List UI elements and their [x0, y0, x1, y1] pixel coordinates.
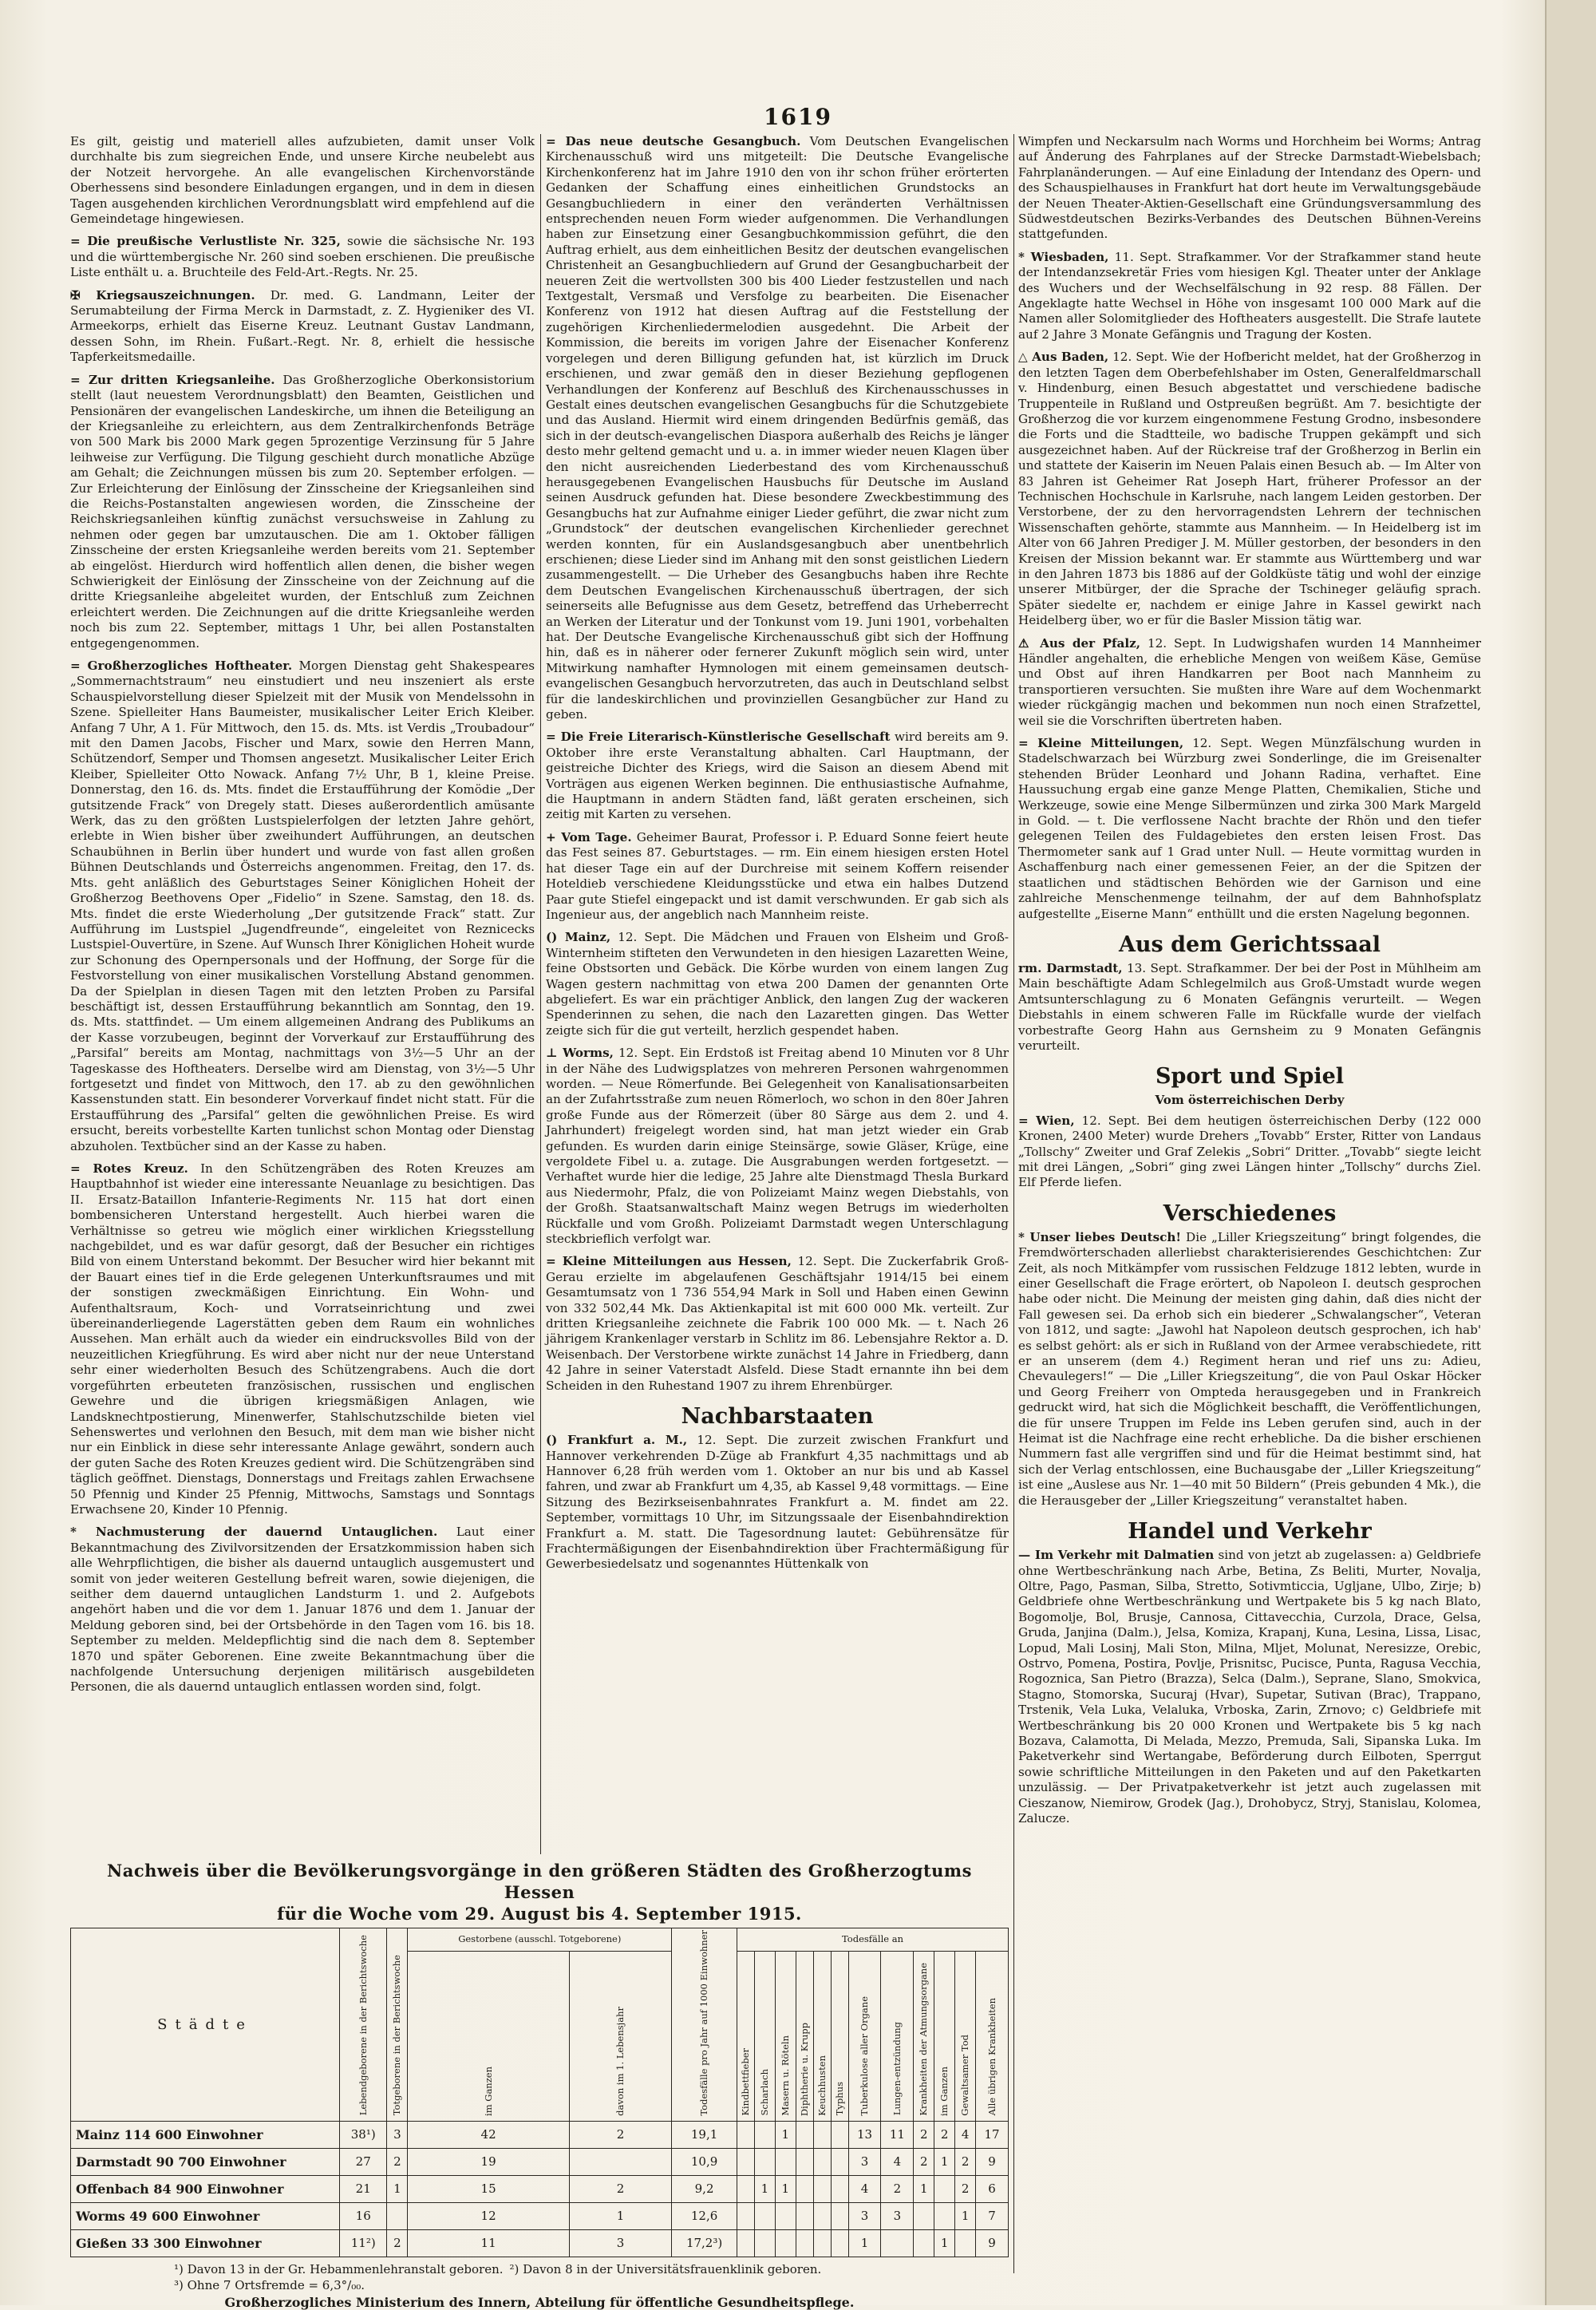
table-cell: [796, 2229, 813, 2257]
article: [1018, 134, 1481, 243]
table-cell: [387, 2202, 408, 2229]
section-heading: Aus dem Gerichtssaal: [1118, 932, 1381, 957]
col-header-magen: im Ganzen: [934, 1951, 955, 2121]
table-cell: 2: [387, 2148, 408, 2175]
article-headline: = Kleine Mitteilungen aus Hessen,: [546, 1254, 792, 1269]
article-text: sowie die sächsische Nr. 193 und die württembergische Nr. 260 sind soeben erschienen. Die preußische Liste enthält u. a. Bruchteile des Feld-Art.-Regts. Nr. 25.: [70, 234, 535, 280]
article: [546, 1433, 1009, 1572]
table-cell: [813, 2202, 831, 2229]
table-cell: [737, 2121, 755, 2148]
col-header: Scharlach: [754, 1951, 775, 2121]
article-headline: = Die preußische Verlustliste Nr. 325,: [70, 234, 341, 249]
table-cell: 2: [914, 2121, 934, 2148]
table-cell: [754, 2202, 775, 2229]
article-text: 12. Sept. Bei dem heutigen österreichischen Derby (122 000 Kronen, 2400 Meter) wurde Drehers „Tovabb“ Erster, Ritter von Landaus „Tollschy“ Zweiter und Graf Zelekis „Sobri“ Dritter. „Tovabb“ siegte leicht mit drei Längen, „Sobri“ ging zwei Längen hinter „Tollschy“ durchs Ziel. Elf Pferde liefen.: [1018, 1113, 1481, 1190]
table-cell: [934, 2202, 955, 2229]
population-table: [70, 1928, 1009, 2257]
table-cell: 4: [881, 2148, 914, 2175]
article: [546, 1254, 1009, 1394]
article: [70, 659, 535, 1154]
table-row: [71, 2202, 1009, 2229]
table-cell: [775, 2202, 796, 2229]
article-headline: ⚠ Aus der Pfalz,: [1018, 635, 1141, 651]
article: [546, 1046, 1009, 1247]
table-cell: 9: [976, 2148, 1009, 2175]
table-row: [71, 2229, 1009, 2257]
table-cell: 12: [408, 2202, 569, 2229]
article-text: 12. Sept. Wie der Hofbericht meldet, hat der Großherzog in den letzten Tagen dem Oberbefehlshaber im Osten, Generalfeldmarschall v. Hindenburg, einen Besuch abgestattet und verschiedene badische Truppenteile in Rußland und Ostpreußen begrüßt. Am 7. besichtigte der Großherzog die vor kurzem eingenommene Festung Grodno, insbesondere die Forts und die Stadtteile, wo badische Truppen gekämpft und sich ausgezeichnet haben. Auf der Rückreise traf der Großherzog in Berlin ein und stattete der Kaiserin im Neuen Palais einen Besuch ab. — Im Alter von 83 Jahren ist Geheimer Rat Joseph Hart, früherer Professor an der Technischen Hochschule in Karlsruhe, nach langem Leiden gestorben. Der Verstorbene, der zu den hervorragendsten Lehrern der technischen Wissenschaften gehörte, stammte aus Mannheim. — In Heidelberg ist im Alter von 66 Jahren Prediger J. M. Müller gestorben, der besonders in den Kreisen der Mission bekannt war. Er stammte aus Württemberg und war in den Jahren 1873 bis 1886 auf der Goldküste tätig und wohl der einzige unserer Mitbürger, der die Sprache der Tschineger geläufig sprach. Später siedelte er, nachdem er einige Jahre in Kassel gewirkt nach Heidelberg über, wo er für die Basler Mission tätig war.: [1018, 350, 1482, 628]
col-header: Todesfälle pro Jahr auf 1000 Einwohner: [672, 1928, 737, 2122]
table-cell: 1: [775, 2121, 796, 2148]
section-heading: Verschiedenes: [1163, 1200, 1337, 1226]
city-column-header: Städte: [71, 1928, 340, 2122]
page-edge: [1545, 0, 1596, 2305]
city-name: Darmstadt 90 700 Einwohner: [71, 2148, 340, 2175]
table-cell: 2: [387, 2229, 408, 2257]
article-headline: = Kleine Mitteilungen,: [1018, 736, 1184, 751]
table-cell: 2: [934, 2121, 955, 2148]
table-cell: [831, 2175, 848, 2202]
table-cell: [796, 2121, 813, 2148]
col-header: Alle übrigen Krankheiten: [976, 1951, 1009, 2121]
article-headline: = Zur dritten Kriegsanleihe.: [70, 372, 275, 387]
table-cell: [934, 2175, 955, 2202]
column-3: [1018, 134, 1481, 1833]
table-cell: [831, 2229, 848, 2257]
article-text: 12. Sept. Wegen Münzfälschung wurden in Stadelschwarzach bei Würzburg zwei Sonderlinge, die im Greisenalter stehenden Brüder Leonhard und Johann Radina, verhaftet. Eine Haussuchung ergab eine ganze Menge Platten, Chemikalien, Stiche und Werkzeuge, sowie eine Menge Silbermünzen und zirka 300 Mark Margeld in Gold. — t. Die verflossene Nacht brachte der Rhön und den tiefer gelegenen Teilen des Fuldagebietes den ersten leisen Frost. Das Thermometer sank auf 1 Grad unter Null. — Heute vormittag wurden in Aschaffenburg nach einer gemessenen Feier, an der die Spitzen der staatlichen und städtischen Behörden wie der Garnison und eine zahlreiche Menschenmenge teilnahm, der auf dem Bahnhofsplatz aufgestellte „Eiserne Mann“ enthüllt und die ersten Nagelung begonnen.: [1018, 736, 1481, 921]
table-cell: [813, 2148, 831, 2175]
col-header: Lebendgeborene in der Berichtswoche: [340, 1928, 387, 2122]
table-cell: [813, 2121, 831, 2148]
section-heading: Nachbarstaaten: [681, 1404, 874, 1430]
article-headline: rm. Darmstadt,: [1018, 960, 1123, 975]
article: [546, 730, 1009, 822]
table-cell: 9,2: [672, 2175, 737, 2202]
article-headline: △ Aus Baden,: [1018, 350, 1109, 365]
article-headline: + Vom Tage.: [546, 829, 632, 844]
table-cell: [754, 2121, 775, 2148]
table-cell: 11: [408, 2229, 569, 2257]
table-cell: 17: [976, 2121, 1009, 2148]
section-heading: Sport und Spiel: [1155, 1064, 1345, 1090]
table-cell: 2: [569, 2121, 671, 2148]
table-cell: [813, 2229, 831, 2257]
article-headline: () Mainz,: [546, 930, 611, 945]
table-cell: 38¹): [340, 2121, 387, 2148]
city-name: Worms 49 600 Einwohner: [71, 2202, 340, 2229]
article: [1018, 1230, 1481, 1509]
section-subheading: Vom österreichischen Derby: [1155, 1093, 1345, 1108]
section-heading: Handel und Verkehr: [1128, 1519, 1372, 1545]
article-headline: ✠ Kriegsauszeichnungen.: [70, 287, 255, 303]
article-text: 12. Sept. Die zurzeit zwischen Frankfurt und Hannover verkehrenden D-Züge ab Frankfurt 4,35 nachmittags und ab Hannover 6,28 früh werden vom 1. Oktober an nur bis und ab Kassel fahren, und zwar ab Frankfurt um 4,35, ab Kassel 9,48 vormittags. — Eine Sitzung des Bezirkseisenbahnrates Frankfurt a. M. findet am 22. September, vormittags 10 Uhr, im Sitzungssaale der Eisenbahndirektion Frankfurt a. M. statt. Die Tagesordnung lautet: Gebührensätze für Frachtermäßigungen der Eisenbahndirektion über Frachtermäßigung für Gewerbesiedelsatz und sogenanntes Hüttenkalk von: [546, 1433, 1009, 1572]
col-header: Masern u. Röteln: [775, 1951, 796, 2121]
article-text: 12. Sept. Ein Erdstoß ist Freitag abend 10 Minuten vor 8 Uhr in der Nähe des Ludwigsplatzes von mehreren Personen wahrgenommen worden. — Neue Römerfunde. Bei Gelegenheit von Kanalisationsarbeiten an der Zufahrtsstraße zum neuen Römerloch, wo schon in den 80er Jahren große Funde aus der Römerzeit (über 80 Särge aus dem 2. und 4. Jahrhundert) freigelegt worden sind, hat man jetzt wieder ein Grab gefunden. Es wurden darin einige Steinsärge, sowie Gläser, Krüge, eine vergoldete Fibel u. a. zutage. Die Ausgrabungen werden fortgesetzt. — Verhaftet wurde hier die ledige, 25 Jahre alte Dienstmagd Thesla Burkard aus Niedermohr, Pfalz, die von Polizeiamt Mainz wegen Diebstahls, von der Großh. Staatsanwaltschaft Mainz wegen Betrugs im wiederholten Rückfalle und vom Großh. Polizeiamt Darmstadt wegen Unterschlagung steckbrieflich verfolgt war.: [546, 1046, 1009, 1247]
article-text: sind von jetzt ab zugelassen: a) Geldbriefe ohne Wertbeschränkung nach Arbe, Betina, Zs Beliti, Murter, Novalja, Oltre, Pago, Pasman, Silba, Stretto, Sotivmticcia, Ugljane, Ulbo, Zirje; b) Geldbriefe ohne Wertbeschränkung und Wertpakete bis 5 kg nach Blato, Bogomolje, Bol, Brusje, Cannosa, Cittavecchia, Curzola, Drace, Gelsa, Gruda, Janjina (Dalm.), Jelsa, Komiza, Krapanj, Kuna, Lesina, Lissa, Lisac, Lopud, Mali Losinj, Mali Ston, Milna, Mljet, Molunat, Neresizze, Orebic, Ostrvo, Pomena, Postira, Povlje, Prisnitsc, Pucisce, Punta, Ragusa Vecchia, Rogoznica, San Pietro (Brazza), Selca (Dalm.), Seprane, Slano, Smokvica, Stagno, Stomorska, Sucuraj (Hvar), Supetar, Sutivan (Brac), Trappano, Trstenik, Vela Luka, Velaluka, Vrboska, Zarin, Zrnovo; c) Geldbriefe mit Wertbeschränkung bis 20 000 Kronen und Wertpakete bis 5 kg nach Bozava, Calamotta, Di Melada, Mezzo, Premuda, Sali, Sipanska Luka. Im Paketverkehr sind Wertangabe, Beförderung durch Eilboten, Sperrgut sowie schriftliche Mitteilungen in den Paketen und auf den Paketkarten unzulässig. — Der Privatpaketverkehr ist jetzt auch zugelassen mit Cieszanow, Niemirow, Grodek (Jag.), Drohobycz, Stryj, Stanislau, Kolomea, Zalucze.: [1018, 1548, 1481, 1825]
table-cell: 2: [881, 2175, 914, 2202]
table-cell: 27: [340, 2148, 387, 2175]
table-cell: 42: [408, 2121, 569, 2148]
table-cell: 1: [754, 2175, 775, 2202]
article-headline: — Im Verkehr mit Dalmatien: [1018, 1548, 1215, 1563]
article-headline: () Frankfurt a. M.,: [546, 1433, 688, 1448]
article-text: Vom Deutschen Evangelischen Kirchenausschuß wird uns mitgeteilt: Die Deutsche Evangelische Kirchenkonferenz hat im Jahre 1910 den von ihr schon früher erörterten Gedanken der Schaffung eines einheitlichen Grundstocks an Gesangbuchliedern in einer den veränderten Verhältnissen entsprechenden neuen Form wieder aufgenommen. Die Verhandlungen haben zur Einsetzung einer Gesangbuchkommission geführt, die den Auftrag erhielt, aus dem einheitlichen Besitz der deutschen evangelischen Christenheit an Gesangbuchliedern auf Grund der Gesangbucharbeit der neueren Zeit die wertvollsten 300 bis 400 Lieder festzustellen und nach Textgestalt, Versmaß und Versfolge zu bearbeiten. Die Eisenacher Konferenz von 1912 hat diesen Auftrag auf die Feststellung der zugehörigen Kirchenliedermelodien ausgedehnt. Die Arbeit der Kommission, die bereits im vorigen Jahre der Eisenacher Konferenz vorgelegen und deren Billigung gefunden hat, ist kürzlich im Druck erschienen, und zwar gemäß den in dieser Beziehung gepflogenen Verhandlungen der Konferenz auf Beschluß des Kirchenausschusses in Gestalt eines deutschen evangelischen Gesangbuchs für die Schutzgebiete und das Ausland. Hiermit wird einem dringenden Bedürfnis gemäß, das sich in der deutsch-evangelischen Diaspora außerhalb des Reichs je länger desto mehr geltend gemacht und u. a. in immer wieder neuen Klagen über den nicht ausreichenden Liederbestand des vom Kirchenausschuß herausgegebenen Evangelischen Hausbuchs für Deutsche im Ausland seinen Ausdruck gefunden hat. Diese besondere Zweckbestimmung des Gesangbuchs hat zur Aufnahme einiger Lieder geführt, die zwar nicht zum „Grundstock“ der deutschen evangelischen Kirchenlieder gerechnet werden konnten, für ein Auslandsgesangbuch aber unentbehrlich erschienen; diese Lieder sind im Anhang mit den sonst geistlichen Liedern zusammengestellt. — Die Urheber des Gesangbuchs haben ihre Rechte dem Deutschen Evangelischen Kirchenausschuß übertragen, der sich seinerseits alle Befugnisse aus dem Gesetz, betreffend das Urheberrecht an Werken der Literatur und der Tonkunst vom 19. Juni 1901, vorbehalten hat. Der Deutsche Evangelische Kirchenausschuß gibt sich der Hoffnung hin, daß es in näherer oder fernerer Zukunft möglich sein wird, unter Mitwirkung namhafter Hymnologen mit einem gemeinsamen deutsch-evangelischen Gesangbuch hervorzutreten, das auch in Deutschland selbst für die landeskirchlichen und provinziellen Gesangbücher zur Hand zu geben.: [546, 134, 1009, 722]
col-header: Kindbettfieber: [737, 1951, 755, 2121]
article: [1018, 350, 1481, 628]
column-2: [546, 134, 1009, 1580]
article-text: wird bereits am 9. Oktober ihre erste Veranstaltung abhalten. Carl Hauptmann, der geistreiche Dichter des Kriegs, wird die Saison an diesem Abend mit Vorträgen aus eigenen Werken beginnen. Die enthusiastische Aufnahme, die Hauptmann in andern Städten fand, läßt geraten erscheinen, sich zeitig mit Karten zu versehen.: [546, 730, 1009, 822]
article: [70, 373, 535, 651]
table-subtitle: für die Woche vom 29. August bis 4. September 1915.: [277, 1904, 802, 1924]
article-text: 11. Sept. Strafkammer. Vor der Strafkammer stand heute der Intendanzsekretär Fries vom hiesigen Kgl. Theater unter der Anklage des Wuchers und der Wechselfälschung in 92 resp. 88 Fällen. Der Angeklagte hatte Wechsel in Höhe von insgesamt 100 000 Mark auf die Namen aller Solomitglieder des Hoftheaters ausgestellt. Die Strafe lautete auf 2 Jahre 3 Monate Gefängnis und Tragung der Kosten.: [1018, 249, 1482, 342]
table-cell: 1: [914, 2175, 934, 2202]
article-text: Laut einer Bekanntmachung des Zivilvorsitzenden der Ersatzkommission haben sich alle Wehrpflichtigen, die bisher als dauernd untauglich ausgemustert und somit von jeder weiteren Gestellung befreit waren, sowie diejenigen, die seither dem dauernd untauglichen Landsturm 1. und 2. Aufgebots angehört haben und die vor dem 1. Januar 1876 und dem 1. Januar der Meldung geboren sind, bei der Ortsbehörde in den Tagen vom 16. bis 18. September zu melden. Meldepflichtig sind die nach dem 8. September 1870 und später Geborenen. Eine zweite Bekanntmachung über die nachfolgende Untersuchung derjenigen militärisch ausgebildeten Personen, die als dauernd untauglich entlassen worden sind, folgt.: [70, 1525, 535, 1695]
table-cell: 10,9: [672, 2148, 737, 2175]
article-text: 12. Sept. Die Zuckerfabrik Groß-Gerau erzielte im abgelaufenen Geschäftsjahr 1914/15 bei einem Gesamtumsatz von 1 736 554,94 Mark in Soll und Haben einen Gewinn von 332 502,44 Mk. Das Aktienkapital ist mit 600 000 Mk. verteilt. Zur dritten Kriegsanleihe zeichnete die Fabrik 100 000 Mk. — t. Nach 26 jährigem Krankenlager verstarb in Schlitz im 86. Lebensjahre Rektor a. D. Weisenbach. Der Verstorbene wirkte zunächst 14 Jahre in Friedberg, dann 42 Jahre in seiner Vaterstadt Alsfeld. Diese Stadt ernannte ihn bei dem Scheiden in den Ruhestand 1907 zu ihrem Ehrenbürger.: [546, 1254, 1009, 1393]
city-name: Offenbach 84 900 Einwohner: [71, 2175, 340, 2202]
group-header-gestorbene: Gestorbene (ausschl. Totgeborene): [408, 1928, 672, 1952]
col-header: im Ganzen: [408, 1951, 569, 2121]
city-name: Mainz 114 600 Einwohner: [71, 2121, 340, 2148]
article-text: Morgen Dienstag geht Shakespeares „Sommernachtstraum“ neu einstudiert und neu inszeniert als erste Schauspielvorstellung dieser Spielzeit mit der Musik von Mendelssohn in Szene. Spielleiter Hans Baumeister, musikalischer Leiter Erich Kleiber. Anfang 7 Uhr, A 1. Für Mittwoch, den 15. ds. Mts. ist Verdis „Troubadour“ mit den Damen Jacobs, Fischer und Marx, sowie den Herren Mann, Schützendorf, Semper und Thomsen angesetzt. Musikalischer Leiter Erich Kleiber, Spielleiter Otto Nowack. Anfang 7½ Uhr, B 1, kleine Preise. Donnerstag, den 16. ds. Mts. findet die Erstaufführung der Komödie „Der gutsitzende Frack“ von Dregely statt. Dieses außerordentlich amüsante Werk, das zu den größten Lustspielerfolgen der letzten Jahre gehört, erlebte in Wien bisher über zweihundert Aufführungen, an deutschen Schaubühnen in Berlin über hundert und wurde von fast allen großen Bühnen Deutschlands und Österreichs angenommen. Freitag, den 17. ds. Mts. geht anläßlich des Geburtstages Seiner Königlichen Hoheit der Großherzog Beethovens Oper „Fidelio“ in Szene. Samstag, den 18. ds. Mts. findet die erste Wiederholung „Der gutsitzende Frack“ statt. Zur Aufführung im Lustspiel „Jugendfreunde“, eingeleitet von Reznicecks Lustspiel-Ouvertüre, in Szene. Auf Wunsch Ihrer Königlichen Hoheit wurde zur Schonung des Opernpersonals und der Hoffnung, der Sorge für die Festvorstellung von einer musikalischen Vorstellung Abstand genommen. Da der Spielplan in diesen Tagen mit den letzten Proben zu Parsifal beschäftigt ist, dessen Erstaufführung bekanntlich am Sonntag, den 19. ds. Mts. stattfindet. — Um einem allgemeinen Andrang des Publikums an der Kasse vorzubeugen, beginnt der Vorverkauf zur Erstaufführung des „Parsifal“ bereits am Montag, nachmittags von 3½—5 Uhr an der Tageskasse des Hoftheaters. Derselbe wird am Dienstag, von 3½—5 Uhr fortgesetzt und findet von Mittwoch, den 17. ab zu den gewöhnlichen Kassenstunden statt. Ein besonderer Vorverkauf findet nicht statt. Für die Erstaufführung des „Parsifal“ gelten die gewöhnlichen Preise. Es wird ersucht, bereits vorbestellte Karten tunlichst schon Montag oder Dienstag abzuholen. Textbücher sind an der Kasse zu haben.: [70, 659, 535, 1153]
article: [546, 134, 1009, 722]
article-text: 12. Sept. Die Mädchen und Frauen von Elsheim und Groß-Winternheim stifteten den Verwundeten in den hiesigen Lazaretten Weine, feine Obstsorten und Gebäck. Die Körbe wurden von einem langen Zug Wagen gestern nachmittag von etwa 200 Damen der genannten Orte abgeliefert. Es war ein prächtiger Anblick, den langen Zug der wackeren Spenderinnen zu sehen, die nach den Lazaretten gingen. Das Wetter zeigte sich für die gut verteilt, herzlich gespendet haben.: [546, 930, 1009, 1038]
table-cell: 4: [848, 2175, 881, 2202]
table-title: Nachweis über die Bevölkerungsvorgänge in den größeren Städten des Großherzogtums Hessen: [107, 1861, 972, 1902]
col-header: Diphtherie u. Krupp: [796, 1951, 813, 2121]
table-cell: 6: [976, 2175, 1009, 2202]
table-cell: 1: [775, 2175, 796, 2202]
article-text: Wimpfen und Neckarsulm nach Worms und Horchheim bei Worms; Antrag auf Änderung des Fahrplanes auf der Strecke Darmstadt-Wiebelsbach; Fahrplanänderungen. — Auf eine Einladung der Intendanz des Opern- und des Schauspielhauses in Frankfurt hat dort heute im Verwaltungsgebäude der Neuen Theater-Aktien-Gesellschaft eine Gründungsversammlung des Südwestdeutschen Bezirks-Verbandes des Deutschen Bühnen-Vereins stattgefunden.: [1018, 134, 1481, 242]
col-header: davon im 1. Lebensjahr: [569, 1951, 671, 2121]
table-row: [71, 2121, 1009, 2148]
table-cell: 7: [976, 2202, 1009, 2229]
table-cell: 16: [340, 2202, 387, 2229]
article-headline: * Nachmusterung der dauernd Untauglichen.: [70, 1525, 438, 1540]
article-text: Die „Liller Kriegszeitung“ bringt folgendes, die Fremdwörterschaden allerliebst charakterisierendes Geschichtchen: Zur Zeit, als noch Mitkämpfer vom russischen Feldzuge 1812 lebten, wurde in einer Gesellschaft die Frage erörtert, ob Napoleon I. deutsch gesprochen habe oder nicht. Die Meinung der meisten ging dahin, daß dies nicht der Fall gewesen sei. Da erhob sich ein biederer „Schwalangscher“, Veteran von 1812, und sagte: „Jawohl hat Napoleon deutsch gesprochen, ich hab' es selbst gehört: als er sich in Rußland von der Armee verabschiedete, ritt er an unserem (dem 4.) Regiment heran und rief uns zu: Adieu, Chevaulegers!“ — Die „Liller Kriegszeitung“, die von Paul Oskar Höcker und Georg Freiherr von Ompteda herausgegeben und in Frankreich gedruckt wird, hat sich die Möglichkeit beschafft, die Veröffentlichungen, die für unsere Truppen im Felde ins Leben gerufen sind, auch in der Heimat ist die Nachfrage eine recht erhebliche. Da die bisher erschienen Nummern fast alle vergriffen sind und für die Heimat bestimmt sind, hat sich der Verlag entschlossen, eine Buchausgabe der „Liller Kriegszeitung“ ist eine „Auslese aus Nr. 1—40 mit 50 Bildern“ (Preis gebunden 4 Mk.), die die Herausgeber der „Liller Kriegszeitung“ veranstaltet haben.: [1018, 1229, 1481, 1508]
col-header: Keuchhusten: [813, 1951, 831, 2121]
table-cell: 1: [387, 2175, 408, 2202]
table-cell: 17,2³): [672, 2229, 737, 2257]
article-text: 13. Sept. Strafkammer. Der bei der Post in Mühlheim am Main beschäftigte Adam Schlegelmilch aus Groß-Umstadt wurde wegen Amtsunterschlagung zu 6 Monaten Gefängnis verurteilt. — Wegen Diebstahls in einem schweren Falle im Rückfalle wurde der vielfach vorbestrafte Georg Hahn aus Gernsheim zu 9 Monaten Gefängnis verurteilt.: [1018, 960, 1481, 1053]
article-headline: = Wien,: [1018, 1113, 1075, 1128]
table-cell: 1: [848, 2229, 881, 2257]
table-cell: 1: [934, 2148, 955, 2175]
column-rule-2: [1013, 134, 1014, 2273]
table-cell: [881, 2229, 914, 2257]
article: [546, 830, 1009, 923]
table-cell: 2: [914, 2148, 934, 2175]
table-cell: [796, 2175, 813, 2202]
table-cell: 9: [976, 2229, 1009, 2257]
table-cell: 13: [848, 2121, 881, 2148]
article-text: In den Schützengräben des Roten Kreuzes am Hauptbahnhof ist wieder eine interessante Neuanlage zu besichtigen. Das II. Ersatz-Bataillon Infanterie-Regiments Nr. 115 hat dort einen bombensicheren Unterstand hergestellt. Auch hierbei waren die Verhältnisse so getreu wie möglich einer wirklichen Kriegsstellung nachgebildet, und es war dafür gesorgt, daß der Besucher ein richtiges Bild von einem Unterstand bekommt. Der Besucher wird hier bekannt mit der Bauart eines tief in die Erde gelegenen Unterkunftsraumes und mit der sonstigen zweckmäßigen Einrichtung. Ein Wohn- und Aufenthaltsraum, Koch- und Vorratseinrichtung und zwei übereinanderliegende Lagerstätten geben dem Raum ein wohnliches Aussehen. Man erhält auch da wieder ein eindrucksvolles Bild von der neuzeitlichen Kriegführung. Es wird aber nicht nur der neue Unterstand sehr einer wiederholten Besuch des Schützengrabens. Auch die dort vorgeführten erbeuteten französischen, russischen und englischen Gewehre und die übrigen kriegsmäßigen Anlagen, wie Landsknechtpostierung, Minenwerfer, Stahlschutzschilde bieten viel Sehenswertes und verlohnen den Besuch, mit dem man wie bisher nicht nur ein Einblick in diese sehr interessante Anlage gewährt, sondern auch der guten Sache des Roten Kreuzes gedient wird. Die Schützengräben sind täglich geöffnet. Dienstags, Donnerstags und Freitags zahlen Erwachsene 50 Pfennig und Kinder 25 Pfennig, Mittwochs, Samstags und Sonntags Erwachsene 20, Kinder 10 Pfennig.: [70, 1161, 535, 1517]
table-cell: [754, 2229, 775, 2257]
article-text: Es gilt, geistig und materiell alles aufzubieten, damit unser Volk durchhalte bis zum siegreichen Ende, und unsere Kirche neubelebt aus der Notzeit hervorgehe. An alle evangelischen Kirchenvorstände Oberhessens sind besondere Einladungen ergangen, und in dem in diesen Tagen ausgehenden kirchlichen Verordnungsblatt wird empfehlend auf die Gemeindetage hingewiesen.: [70, 134, 535, 227]
article-headline: * Unser liebes Deutsch!: [1018, 1229, 1182, 1244]
article: [1018, 1548, 1481, 1826]
table-cell: [796, 2148, 813, 2175]
table-cell: 1: [955, 2202, 976, 2229]
table-cell: 1: [569, 2202, 671, 2229]
table-cell: [737, 2229, 755, 2257]
col-header: Typhus: [831, 1951, 848, 2121]
article: [1018, 736, 1481, 922]
table-cell: [737, 2148, 755, 2175]
table-cell: [831, 2148, 848, 2175]
table-cell: 11: [881, 2121, 914, 2148]
table-cell: [914, 2229, 934, 2257]
city-name: Gießen 33 300 Einwohner: [71, 2229, 340, 2257]
table-cell: 3: [848, 2148, 881, 2175]
table-cell: 3: [569, 2229, 671, 2257]
table-cell: [775, 2229, 796, 2257]
article: [1018, 250, 1481, 342]
article-headline: ⊥ Worms,: [546, 1046, 614, 1061]
page-number: 1619: [764, 104, 832, 130]
footnote-3: ³) Ohne 7 Ortsfremde = 6,3°/₀₀.: [174, 2277, 365, 2292]
article: [70, 234, 535, 280]
column-rule-1: [540, 134, 541, 1854]
article-headline: * Wiesbaden,: [1018, 249, 1109, 264]
table-row: [71, 2175, 1009, 2202]
table-cell: [775, 2148, 796, 2175]
table-cell: 12,6: [672, 2202, 737, 2229]
table-cell: 3: [387, 2121, 408, 2148]
table-cell: 15: [408, 2175, 569, 2202]
article-headline: = Rotes Kreuz.: [70, 1161, 188, 1176]
table-cell: 19: [408, 2148, 569, 2175]
table-cell: 4: [955, 2121, 976, 2148]
table-footnotes: [70, 2261, 1009, 2293]
article-text: Das Großherzogliche Oberkonsistorium stellt (laut neuestem Verordnungsblatt) den Beamten, Geistlichen und Pensionären der evangelischen Landeskirche, um ihnen die Beteiligung an der Kriegsanleihe zu erleichtern, aus dem Zentralkirchenfonds Beträge von 500 Mark bis 2000 Mark gegen 5prozentige Verzinsung für 5 Jahre leihweise zur Verfügung. Die Tilgung geschieht durch monatliche Abzüge am Gehalt; die Zeichnungen müssen bis zum 20. September erfolgen. — Zur Erleichterung der Einlösung der Zinsscheine der Kriegsanleihen sind die Reichs-Postanstalten angewiesen worden, die Zinsscheine der Reichskriegsanleihen künftig zunächst versuchsweise in Zahlung zu nehmen oder gegen bar umzutauschen. Die am 1. Oktober fälligen Zinsscheine der ersten Kriegsanleihe werden bereits vom 21. September ab eingelöst. Hierdurch wird hoffentlich allen denen, die bisher wegen Schwierigkeit der Einlösung der Zinsscheine von der Zeichnung auf die dritte Kriegsanleihe abgeleitet wurden, der Entschluß zum Zeichnen erleichtert werden. Die Zeichnungen auf die dritte Kriegsanleihe werden noch bis zum 22. September, mittags 1 Uhr, bei allen Postanstalten entgegengenommen.: [70, 372, 535, 651]
article: [1018, 1113, 1481, 1191]
article-text: 12. Sept. In Ludwigshafen wurden 14 Mannheimer Händler angehalten, die erhebliche Mengen von weißem Käse, Gemüse und Obst auf ihren Handkarren per Boot nach Mannheim zu transportieren versuchten. Sie mußten ihre Ware auf dem Wochenmarkt wieder rückgängig machen und bekommen nun noch einen Strafzettel, weil sie die Vorschriften übertreten haben.: [1018, 635, 1482, 728]
col-header: Tuberkulose aller Organe: [848, 1951, 881, 2121]
col-header: Lungen-entzündung: [881, 1951, 914, 2121]
table-cell: 19,1: [672, 2121, 737, 2148]
population-table-section: [70, 1860, 1009, 2310]
table-cell: 3: [881, 2202, 914, 2229]
article-text: Dr. med. G. Landmann, Leiter der Serumabteilung der Firma Merck in Darmstadt, z. Z. Hygieniker des VI. Armeekorps, erhielt das Eiserne Kreuz. Leutnant Gustav Landmann, dessen Sohn, im Rhein. Fußart.-Regt. Nr. 8, erhielt die hessische Tapferkeitsmedaille.: [70, 287, 535, 365]
article: [70, 1161, 535, 1517]
table-cell: [569, 2148, 671, 2175]
table-row: [71, 2148, 1009, 2175]
table-cell: [737, 2202, 755, 2229]
table-cell: 2: [955, 2175, 976, 2202]
table-cell: 11²): [340, 2229, 387, 2257]
table-cell: [831, 2121, 848, 2148]
col-header: Totgeborene in der Berichtswoche: [387, 1928, 408, 2122]
article-headline: = Das neue deutsche Gesangbuch.: [546, 134, 801, 148]
footnote-1: ¹) Davon 13 in der Gr. Hebammenlehranstalt geboren.: [174, 2261, 504, 2276]
article-headline: = Die Freie Literarisch-Künstlerische Gesellschaft: [546, 730, 891, 745]
table-cell: [796, 2202, 813, 2229]
article: [1018, 961, 1481, 1054]
article: [70, 134, 535, 227]
table-cell: [754, 2148, 775, 2175]
article: [70, 288, 535, 366]
table-cell: 1: [934, 2229, 955, 2257]
table-cell: [813, 2175, 831, 2202]
table-cell: 21: [340, 2175, 387, 2202]
article: [70, 1525, 535, 1695]
col-header: Gewaltsamer Tod: [955, 1951, 976, 2121]
table-cell: [831, 2202, 848, 2229]
column-1: [70, 134, 535, 1703]
table-cell: 3: [848, 2202, 881, 2229]
col-header: Krankheiten der Atmungsorgane: [914, 1951, 934, 2121]
group-header-todesfaelle: Todesfälle an: [737, 1928, 1009, 1952]
table-cell: [955, 2229, 976, 2257]
table-cell: [914, 2202, 934, 2229]
article-text: Geheimer Baurat, Professor i. P. Eduard Sonne feiert heute das Fest seines 87. Geburtstages. — rm. Ein einem hiesigen ersten Hotel hat dieser Tage ein auf der Durchreise mit seinem Koffern reisender Hoteldieb verschiedene Kleidungsstücke und etwa ein halbes Dutzend Paar gute Stiefel eingepackt und ist damit verschwunden. Er gab sich als Ingenieur aus, der angeblich nach Mannheim reiste.: [546, 829, 1009, 922]
footnote-2: ²) Davon 8 in der Universitätsfrauenklinik geboren.: [509, 2261, 822, 2276]
article: [1018, 636, 1481, 729]
table-cell: [737, 2175, 755, 2202]
table-cell: 2: [955, 2148, 976, 2175]
article-headline: = Großherzogliches Hoftheater.: [70, 659, 293, 673]
table-cell: 2: [569, 2175, 671, 2202]
article: [546, 930, 1009, 1038]
ministry-signature: Großherzogliches Ministerium des Innern, Abteilung für öffentliche Gesundheitspflege.: [224, 2294, 855, 2310]
